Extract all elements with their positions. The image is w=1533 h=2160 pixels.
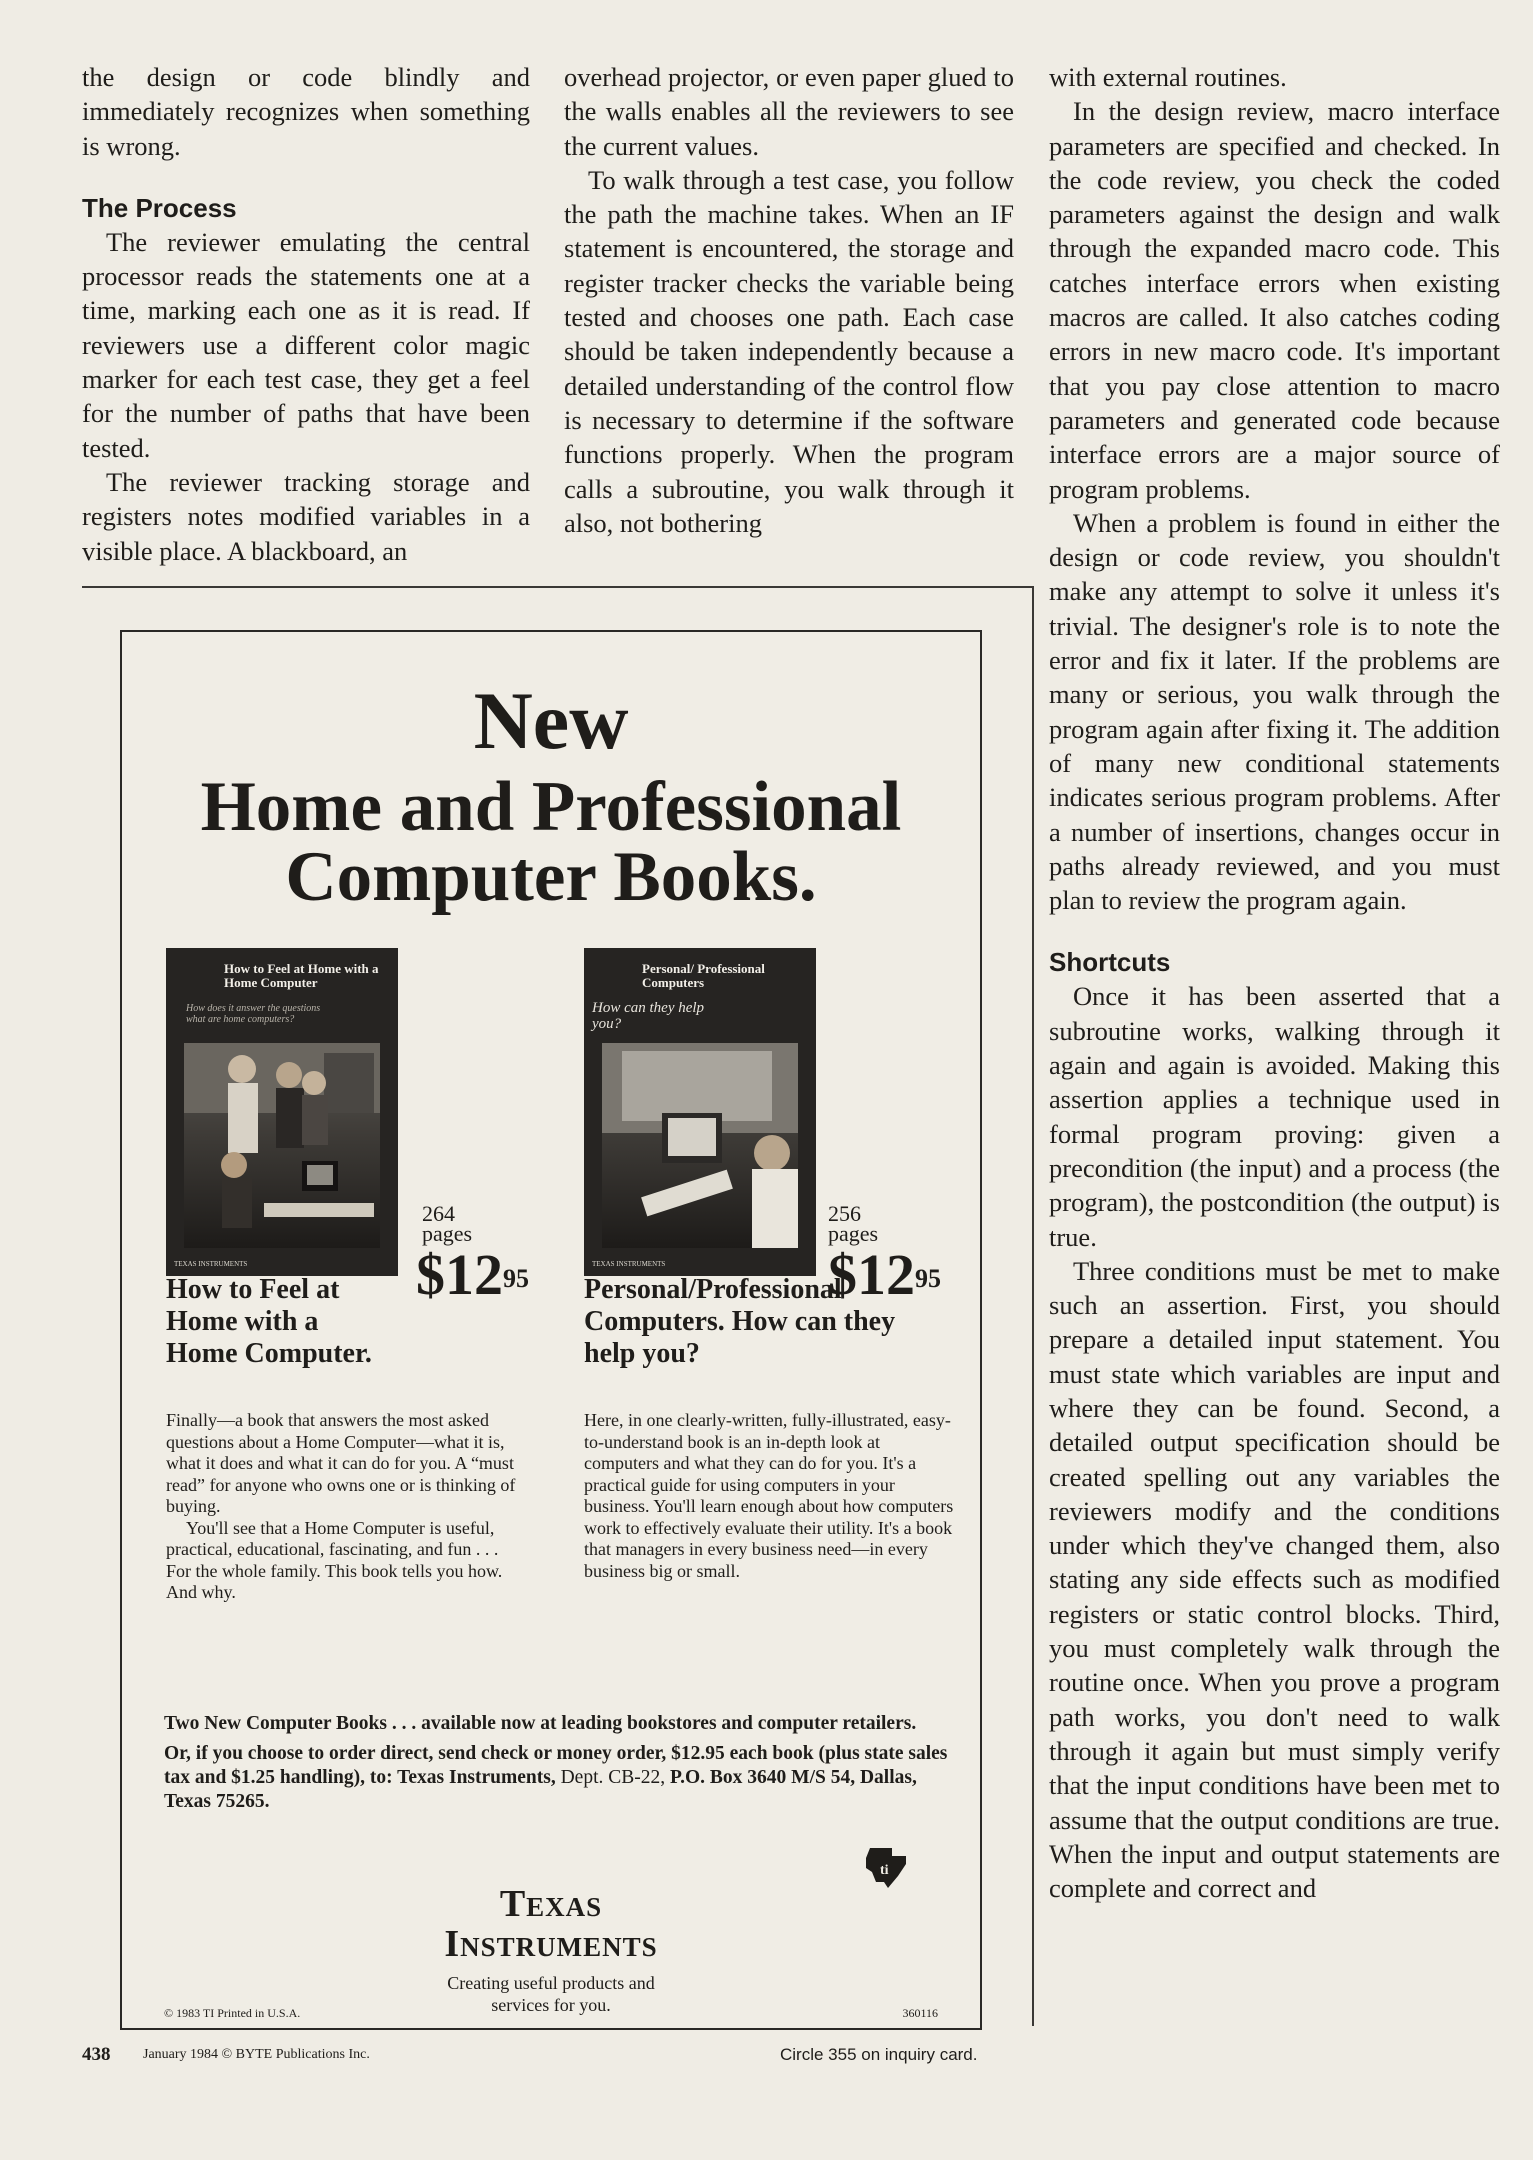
price-main: $12 — [828, 1242, 915, 1307]
order-text — [164, 1742, 954, 1814]
book-description-home — [166, 1410, 526, 1604]
book-pages-professional — [828, 1201, 879, 1246]
left-paragraph-2: The reviewer emulating the central processor reads the statements one at a time, marking each one as it is read. If reviewers use a different color magic marker for each test case, they get a feel for the number of paths that have been tested. — [82, 226, 530, 463]
ad-headline-new: New — [473, 675, 629, 766]
pages-count: 256 — [828, 1201, 861, 1226]
column-middle — [564, 60, 1014, 540]
book-description-professional — [584, 1410, 954, 1582]
book-cover-home[interactable] — [166, 948, 398, 1276]
right-paragraph-4: Once it has been asserted that a subroutine works, walking through it again and again is avoided. Making this assertion applies a technique used in formal program proving: given a precondition (the input) and a process (the program), the postcondition (the output) is true. — [1049, 981, 1500, 1252]
book-description-para1: Finally—a book that answers the most asked questions about a Home Computer—what it is, what it does and what it can do for you. A “must read” for anyone who owns one or is thinking of buying. — [166, 1410, 516, 1516]
ad-divider-vertical — [1032, 586, 1034, 2026]
middle-paragraph-2: To walk through a test case, you follow the path the machine takes. When an IF statement is encountered, the storage and register tracker checks the variable being tested and chooses one path. Each case should be taken independently because a detailed understanding of the control flow is necessary to determine if the software functions properly. When the program calls a subroutine, you walk through it also, not bothering — [564, 164, 1014, 538]
book-cover-professional[interactable] — [584, 948, 816, 1276]
book-cover-title: How to Feel at Home with a Home Computer — [224, 961, 379, 990]
pages-label: pages — [422, 1221, 473, 1246]
heading-shortcuts: Shortcuts — [1049, 947, 1171, 978]
book-cover-title: Personal/ Professional Computers — [642, 961, 765, 990]
left-paragraph-3: The reviewer tracking storage and registers notes modified variables in a visible place. A blackboard, an — [82, 466, 530, 566]
availability-text: Two New Computer Books . . . available now at leading bookstores and computer retailers. — [164, 1713, 917, 1734]
office-computer-illustration — [602, 1043, 798, 1248]
left-paragraph-1: the design or code blindly and immediately recognizes when something is wrong. — [82, 62, 530, 161]
company-name — [122, 1884, 980, 1964]
advertisement[interactable] — [120, 630, 982, 2030]
right-paragraph-1: with external routines. — [1049, 62, 1287, 92]
column-right — [1049, 60, 1500, 1905]
pages-label: pages — [828, 1221, 879, 1246]
price-cents: 95 — [503, 1264, 529, 1293]
svg-text:ti: ti — [880, 1863, 889, 1878]
company-name-line2: Instruments — [444, 1923, 658, 1965]
publisher-logo: TEXAS INSTRUMENTS — [592, 1260, 666, 1268]
order-instructions — [164, 1712, 954, 1820]
book-cover-script: How does it answer the questions what are home computers? — [186, 1003, 321, 1025]
ad-code: 360116 — [902, 2006, 938, 2020]
company-name-line1: Texas — [499, 1883, 603, 1925]
ad-headline-line2: Home and Professional — [200, 768, 902, 846]
pages-count: 264 — [422, 1201, 455, 1226]
issue-date: January 1984 © BYTE Publications Inc. — [143, 2047, 370, 2062]
book-cover-photo — [184, 1043, 380, 1248]
ad-divider-horizontal — [82, 586, 1032, 588]
book-pages-home — [422, 1201, 473, 1246]
order-dept: Dept. CB-22, — [560, 1767, 666, 1788]
page-number: 438 — [82, 2044, 111, 2065]
book-cover-photo — [602, 1043, 798, 1248]
family-computer-illustration — [184, 1043, 380, 1248]
book-price-home — [416, 1242, 529, 1307]
ad-copyright: © 1983 TI Printed in U.S.A. — [164, 2006, 301, 2020]
right-paragraph-5: Three conditions must be met to make such an assertion. First, you should prepare a detailed input statement. You must state which variables are input and where they can be found. Second, a detailed output specification should be created spelling out any variables the reviewers modify and the conditions under which they've changed them, also stating any side effects such as modified registers or static control blocks. Third, you must completely walk through the routine once. When you prove a program path works, you don't need to walk through it again but must simply verify that the input conditions have been met to assume that the output conditions are true. When the input and output statements are complete and correct and — [1049, 1255, 1500, 1904]
middle-paragraph-1: overhead projector, or even paper glued to the walls enables all the reviewers to see the current values. — [564, 62, 1014, 161]
company-tagline: Creating useful products and services for you. — [447, 1973, 655, 2015]
publisher-logo: TEXAS INSTRUMENTS — [174, 1260, 248, 1268]
price-cents: 95 — [915, 1264, 941, 1293]
book-title-home: How to Feel at Home with a Home Computer. — [166, 1274, 372, 1369]
book-title-professional: Personal/Professional Computers. How can they help you? — [584, 1274, 896, 1369]
right-paragraph-3: When a problem is found in either the design or code review, you shouldn't make any attempt to solve it unless it's trivial. The designer's role is to note the error and fix it later. If the problems are many or serious, you walk through the program again after fixing it. The addition of many new conditional statements indicates serious program problems. After a number of insertions, changes occur in paths already reviewed, and you must plan to review the program again. — [1049, 507, 1500, 916]
order-text-main: Or, if you choose to order direct, send check or money order, $12.95 each book (plus state sales tax and $1.25 handling), to: Texas Instruments, — [164, 1743, 948, 1788]
ad-headline — [122, 768, 980, 916]
book-description-para2: You'll see that a Home Computer is useful, practical, educational, fascinating, and fun . . . For the whole family. This book tells you how. And why. — [166, 1517, 503, 1602]
book-description-para1: Here, in one clearly-written, fully-illustrated, easy-to-understand book is an in-depth look at computers and what they can do for you. It's a practical guide for using computers in your business. You'll learn enough about how computers work to effectively evaluate their utility. It's a book that managers in every business need—in every business big or small. — [584, 1410, 954, 1581]
book-cover-script: How can they help you? — [592, 1000, 705, 1032]
ad-headline-line3: Computer Books. — [285, 838, 817, 916]
inquiry-card-note: Circle 355 on inquiry card. — [780, 2045, 978, 2064]
price-main: $12 — [416, 1242, 503, 1307]
column-left — [82, 60, 530, 568]
heading-the-process: The Process — [82, 192, 237, 223]
right-paragraph-2: In the design review, macro interface parameters are specified and checked. In the code review, you check the coded parameters against the design and walk through the expanded macro code. This catches interface errors when existing macros are called. It also catches coding errors in new macro code. It's important that you pay close attention to macro parameters and generated code because interface errors are a major source of program problems. — [1049, 96, 1500, 504]
order-address: P.O. Box 3640 M/S 54, Dallas, Texas 75265. — [164, 1767, 917, 1812]
